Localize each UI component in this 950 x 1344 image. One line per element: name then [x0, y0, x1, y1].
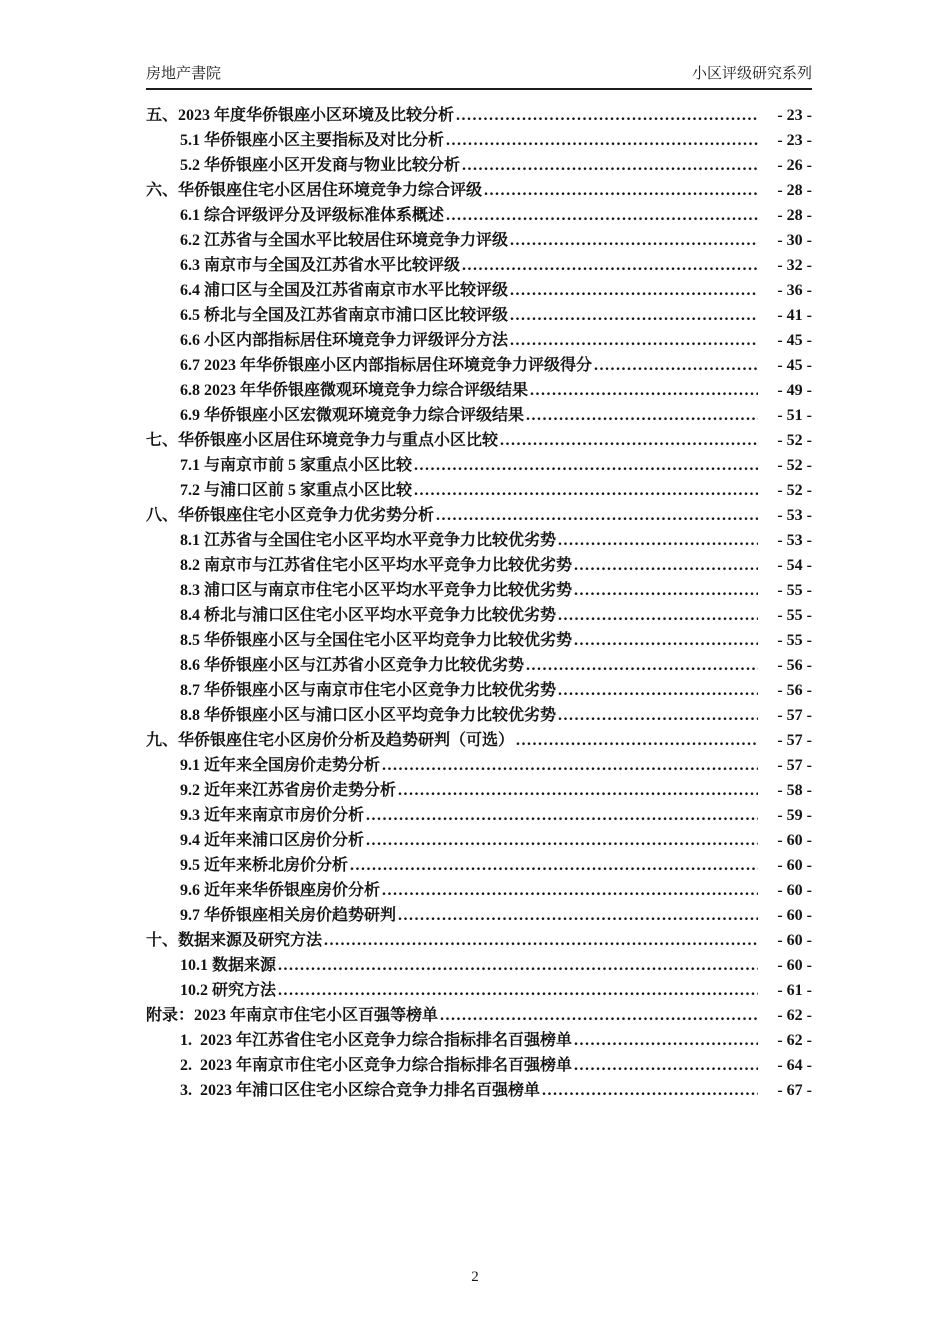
toc-entry[interactable] [146, 378, 812, 403]
toc-entry[interactable] [146, 228, 812, 253]
toc-entry-page: - 67 - [777, 1082, 812, 1099]
toc-leader-dots [510, 278, 758, 303]
toc-entry-page: - 60 - [777, 857, 812, 874]
toc-entry-page: - 45 - [777, 332, 812, 349]
toc-leader-dots [462, 153, 758, 178]
toc-leader-dots [382, 878, 758, 903]
toc-entry-page: - 28 - [777, 207, 812, 224]
toc-entry-title: 附录：2023 年南京市住宅小区百强等榜单 [146, 1007, 439, 1024]
toc-entry-title: 7.2 与浦口区前 5 家重点小区比较 [180, 482, 413, 499]
page-number: 2 [471, 1269, 479, 1285]
toc-leader-dots [510, 328, 758, 353]
toc-entry[interactable] [146, 453, 812, 478]
toc-entry-title: 9.6 近年来华侨银座房价分析 [180, 882, 381, 899]
toc-entry[interactable] [146, 603, 812, 628]
toc-entry-page: - 52 - [777, 457, 812, 474]
toc-entry-page: - 56 - [777, 657, 812, 674]
toc-entry-page: - 59 - [777, 807, 812, 824]
toc-entry[interactable] [146, 303, 812, 328]
toc-entry[interactable] [146, 1053, 812, 1078]
page-header [146, 62, 812, 90]
toc-entry[interactable] [146, 503, 812, 528]
toc-entry[interactable] [146, 753, 812, 778]
toc-entry-title: 2. 2023 年南京市住宅小区竞争力综合指标排名百强榜单 [180, 1057, 573, 1074]
toc-entry-title: 10.1 数据来源 [180, 957, 277, 974]
toc-entry[interactable] [146, 478, 812, 503]
toc-leader-dots [484, 178, 758, 203]
toc-entry[interactable] [146, 403, 812, 428]
toc-entry-page: - 23 - [777, 107, 812, 124]
toc-entry-title: 五、2023 年度华侨银座小区环境及比较分析 [146, 107, 455, 124]
toc-entry-title: 6.1 综合评级评分及评级标准体系概述 [180, 207, 445, 224]
toc-entry-page: - 62 - [777, 1007, 812, 1024]
toc-entry-page: - 57 - [777, 757, 812, 774]
toc-entry-title: 9.1 近年来全国房价走势分析 [180, 757, 381, 774]
toc-leader-dots [542, 1078, 758, 1103]
toc-entry-title: 8.7 华侨银座小区与南京市住宅小区竞争力比较优劣势 [180, 682, 557, 699]
toc-entry-page: - 52 - [777, 482, 812, 499]
toc-entry[interactable] [146, 703, 812, 728]
toc-entry-title: 7.1 与南京市前 5 家重点小区比较 [180, 457, 413, 474]
toc-entry-title: 6.7 2023 年华侨银座小区内部指标居住环境竞争力评级得分 [180, 357, 593, 374]
toc-entry-page: - 57 - [777, 732, 812, 749]
toc-entry[interactable] [146, 253, 812, 278]
toc-leader-dots [526, 653, 758, 678]
toc-leader-dots [500, 428, 758, 453]
toc-leader-dots [558, 603, 758, 628]
toc-leader-dots [516, 728, 758, 753]
toc-entry-page: - 53 - [777, 532, 812, 549]
toc-entry-page: - 55 - [777, 582, 812, 599]
toc-leader-dots [414, 478, 758, 503]
toc-entry-title: 八、华侨银座住宅小区竞争力优劣势分析 [146, 507, 435, 524]
toc-entry-title: 六、华侨银座住宅小区居住环境竞争力综合评级 [146, 182, 483, 199]
toc-entry-title: 十、数据来源及研究方法 [146, 932, 323, 949]
toc-entry-page: - 60 - [777, 907, 812, 924]
toc-entry-title: 5.1 华侨银座小区主要指标及对比分析 [180, 132, 445, 149]
toc-entry[interactable] [146, 1028, 812, 1053]
toc-entry[interactable] [146, 1078, 812, 1103]
toc-entry-title: 9.3 近年来南京市房价分析 [180, 807, 365, 824]
toc-leader-dots [366, 803, 758, 828]
toc-entry-title: 8.8 华侨银座小区与浦口区小区平均竞争力比较优劣势 [180, 707, 557, 724]
toc-entry[interactable] [146, 778, 812, 803]
toc-entry-title: 6.5 桥北与全国及江苏省南京市浦口区比较评级 [180, 307, 509, 324]
toc-entry-page: - 26 - [777, 157, 812, 174]
toc-entry[interactable] [146, 128, 812, 153]
toc-entry-page: - 36 - [777, 282, 812, 299]
toc-entry-page: - 52 - [777, 432, 812, 449]
toc-entry-title: 6.6 小区内部指标居住环境竞争力评级评分方法 [180, 332, 509, 349]
toc-entry[interactable] [146, 678, 812, 703]
toc-entry-page: - 51 - [777, 407, 812, 424]
toc-entry-title: 6.8 2023 年华侨银座微观环境竞争力综合评级结果 [180, 382, 529, 399]
toc-entry[interactable] [146, 653, 812, 678]
toc-entry-page: - 55 - [777, 607, 812, 624]
toc-entry-title: 8.1 江苏省与全国住宅小区平均水平竞争力比较优劣势 [180, 532, 557, 549]
toc-entry-page: - 45 - [777, 357, 812, 374]
toc-entry[interactable] [146, 328, 812, 353]
toc-entry[interactable] [146, 928, 812, 953]
toc-entry-page: - 28 - [777, 182, 812, 199]
toc-entry-title: 九、华侨银座住宅小区房价分析及趋势研判（可选） [146, 732, 515, 749]
toc-entry[interactable] [146, 953, 812, 978]
toc-entry-title: 6.3 南京市与全国及江苏省水平比较评级 [180, 257, 461, 274]
toc-leader-dots [398, 903, 758, 928]
toc-entry-title: 9.2 近年来江苏省房价走势分析 [180, 782, 397, 799]
toc-entry-page: - 54 - [777, 557, 812, 574]
toc-entry[interactable] [146, 153, 812, 178]
toc-leader-dots [324, 928, 758, 953]
toc-entry[interactable] [146, 828, 812, 853]
toc-entry-page: - 60 - [777, 932, 812, 949]
toc-entry-page: - 32 - [777, 257, 812, 274]
toc-entry-page: - 56 - [777, 682, 812, 699]
toc-entry-page: - 49 - [777, 382, 812, 399]
toc-leader-dots [530, 378, 758, 403]
toc-entry-title: 8.5 华侨银座小区与全国住宅小区平均竞争力比较优劣势 [180, 632, 573, 649]
toc-leader-dots [526, 403, 758, 428]
toc-entry-title: 6.2 江苏省与全国水平比较居住环境竞争力评级 [180, 232, 509, 249]
toc-entry[interactable] [146, 178, 812, 203]
toc-leader-dots [446, 203, 758, 228]
toc-entry-page: - 60 - [777, 957, 812, 974]
toc-entry[interactable] [146, 353, 812, 378]
toc-leader-dots [510, 228, 758, 253]
toc-leader-dots [436, 503, 758, 528]
toc-leader-dots [462, 253, 758, 278]
toc-leader-dots [398, 778, 758, 803]
toc-leader-dots [574, 1028, 758, 1053]
header-left-text: 房地产書院 [146, 65, 222, 82]
toc-list [146, 103, 812, 1103]
toc-entry[interactable] [146, 628, 812, 653]
toc-entry-title: 9.4 近年来浦口区房价分析 [180, 832, 365, 849]
toc-entry[interactable] [146, 578, 812, 603]
toc-leader-dots [382, 753, 758, 778]
toc-entry-title: 8.4 桥北与浦口区住宅小区平均水平竞争力比较优劣势 [180, 607, 557, 624]
toc-entry-title: 3. 2023 年浦口区住宅小区综合竞争力排名百强榜单 [180, 1082, 541, 1099]
toc-leader-dots [558, 528, 758, 553]
toc-leader-dots [350, 853, 758, 878]
toc-entry[interactable] [146, 278, 812, 303]
toc-leader-dots [574, 578, 758, 603]
toc-leader-dots [558, 678, 758, 703]
toc-entry-page: - 61 - [777, 982, 812, 999]
toc-entry[interactable] [146, 903, 812, 928]
toc-entry-page: - 64 - [777, 1057, 812, 1074]
toc-entry-page: - 60 - [777, 882, 812, 899]
toc-entry[interactable] [146, 203, 812, 228]
toc-entry-page: - 57 - [777, 707, 812, 724]
toc-entry-page: - 62 - [777, 1032, 812, 1049]
toc-leader-dots [446, 128, 758, 153]
toc-entry-title: 9.7 华侨银座相关房价趋势研判 [180, 907, 397, 924]
toc-entry-page: - 53 - [777, 507, 812, 524]
header-right-text: 小区评级研究系列 [691, 65, 812, 82]
toc-entry-title: 5.2 华侨银座小区开发商与物业比较分析 [180, 157, 461, 174]
toc-entry-title: 10.2 研究方法 [180, 982, 277, 999]
toc-entry-page: - 55 - [777, 632, 812, 649]
toc-entry-title: 8.2 南京市与江苏省住宅小区平均水平竞争力比较优劣势 [180, 557, 573, 574]
toc-entry-title: 1. 2023 年江苏省住宅小区竞争力综合指标排名百强榜单 [180, 1032, 573, 1049]
toc-entry[interactable] [146, 978, 812, 1003]
toc-leader-dots [574, 553, 758, 578]
toc-entry[interactable] [146, 103, 812, 128]
toc-entry-title: 8.6 华侨银座小区与江苏省小区竞争力比较优劣势 [180, 657, 525, 674]
toc-leader-dots [574, 628, 758, 653]
toc-entry-page: - 23 - [777, 132, 812, 149]
toc-leader-dots [456, 103, 758, 128]
toc-entry-page: - 60 - [777, 832, 812, 849]
page-footer [0, 1269, 950, 1286]
toc-entry-page: - 30 - [777, 232, 812, 249]
page-content [146, 62, 812, 1103]
toc-leader-dots [414, 453, 758, 478]
toc-entry-page: - 58 - [777, 782, 812, 799]
toc-entry[interactable] [146, 853, 812, 878]
toc-leader-dots [278, 953, 758, 978]
toc-entry[interactable] [146, 553, 812, 578]
toc-leader-dots [440, 1003, 758, 1028]
toc-leader-dots [558, 703, 758, 728]
toc-leader-dots [510, 303, 758, 328]
toc-leader-dots [278, 978, 758, 1003]
toc-entry[interactable] [146, 1003, 812, 1028]
toc-leader-dots [594, 353, 758, 378]
toc-entry-title: 8.3 浦口区与南京市住宅小区平均水平竞争力比较优劣势 [180, 582, 573, 599]
toc-entry-title: 9.5 近年来桥北房价分析 [180, 857, 349, 874]
toc-entry-title: 6.9 华侨银座小区宏微观环境竞争力综合评级结果 [180, 407, 525, 424]
toc-entry[interactable] [146, 728, 812, 753]
toc-entry-title: 七、华侨银座小区居住环境竞争力与重点小区比较 [146, 432, 499, 449]
toc-entry[interactable] [146, 428, 812, 453]
toc-entry[interactable] [146, 803, 812, 828]
toc-entry-page: - 41 - [777, 307, 812, 324]
toc-entry[interactable] [146, 528, 812, 553]
toc-leader-dots [366, 828, 758, 853]
toc-entry-title: 6.4 浦口区与全国及江苏省南京市水平比较评级 [180, 282, 509, 299]
toc-entry[interactable] [146, 878, 812, 903]
toc-leader-dots [574, 1053, 758, 1078]
